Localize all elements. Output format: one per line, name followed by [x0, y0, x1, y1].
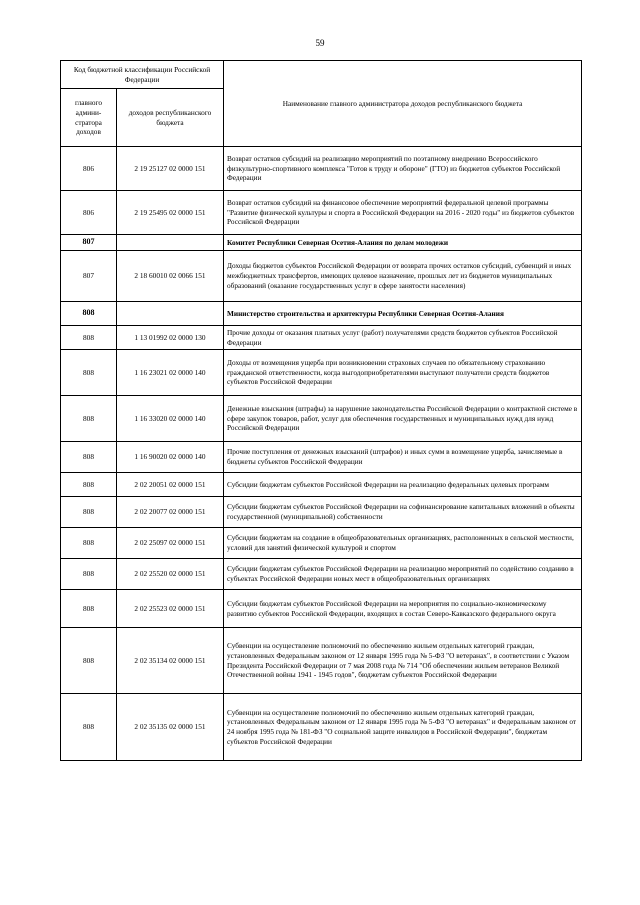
table-row — [61, 473, 582, 497]
table-row — [61, 396, 582, 442]
section-row — [61, 302, 582, 326]
admin-code-cell: 808 — [61, 628, 117, 694]
revenue-name-cell: Возврат остатков субсидий на финансовое обеспечение мероприятий федеральной целевой программы "Развитие физической культуры и спорта в Российской Федерации на 2016 - 2020 годы" из бюджетов субъектов Российской Федерации — [224, 191, 582, 235]
admin-code-cell: 807 — [61, 235, 117, 251]
admin-code-cell: 808 — [61, 302, 117, 326]
admin-code-cell: 808 — [61, 442, 117, 473]
name-column-header: Наименование главного администратора доходов республиканского бюджета — [224, 61, 582, 147]
revenue-admin-table — [60, 60, 582, 761]
revenue-code-cell: 2 02 20051 02 0000 151 — [117, 473, 224, 497]
revenue-code-cell: 1 16 23021 02 0000 140 — [117, 350, 224, 396]
revenue-code-cell: 2 19 25127 02 0000 151 — [117, 147, 224, 191]
admin-code-cell: 807 — [61, 251, 117, 302]
table-row — [61, 628, 582, 694]
revenue-name-cell: Субсидии бюджетам субъектов Российской Федерации на софинансирование капитальных вложений в объекты государственной (муниципальной) собственности — [224, 497, 582, 528]
table-row — [61, 350, 582, 396]
revenue-name-cell: Доходы от возмещения ущерба при возникновении страховых случаев по обязательному страхованию гражданской ответственности, когда выгодоприобретателями выступают получатели средств бюджетов субъектов Российской Федерации — [224, 350, 582, 396]
table-row — [61, 251, 582, 302]
revenue-code-cell: 1 13 01992 02 0000 130 — [117, 326, 224, 350]
revenue-name-cell: Субсидии бюджетам на создание в общеобразовательных организациях, расположенных в сельской местности, условий для занятий физической культурой и спортом — [224, 528, 582, 559]
revenue-name-cell: Денежные взыскания (штрафы) за нарушение законодательства Российской Федерации о контрактной системе в сфере закупок товаров, работ, услуг для обеспечения государственных и муниципальных нужд для нужд Российской Федерации — [224, 396, 582, 442]
table-row — [61, 528, 582, 559]
revenue-code-cell: 2 02 35134 02 0000 151 — [117, 628, 224, 694]
revenue-code-cell — [117, 302, 224, 326]
revenue-name-cell: Прочие доходы от оказания платных услуг (работ) получателями средств бюджетов субъектов Российской Федерации — [224, 326, 582, 350]
table-row — [61, 590, 582, 628]
page-number: 59 — [315, 38, 325, 48]
table-row — [61, 497, 582, 528]
admin-code-cell: 808 — [61, 473, 117, 497]
revenue-name-cell: Субвенции на осуществление полномочий по обеспечению жильем отдельных категорий граждан, установленных Федеральным законом от 12 января 1995 года № 5-ФЗ "О ветеранах", в соответствии с Указом Президента Российской Федерации от 7 мая 2008 года № 714 "Об обеспечении жильем ветеранов Великой Отечественной войны 1941 - 1945 годов", бюджетам субъектов Российской Федерации — [224, 628, 582, 694]
revenue-column-header: доходов республиканского бюджета — [117, 89, 224, 147]
admin-code-cell: 808 — [61, 497, 117, 528]
revenue-name-cell: Субсидии бюджетам субъектов Российской Федерации на реализацию федеральных целевых программ — [224, 473, 582, 497]
revenue-name-cell: Доходы бюджетов субъектов Российской Федерации от возврата прочих остатков субсидий, субвенций и иных межбюджетных трансфертов, имеющих целевое назначение, прошлых лет из бюджетов муниципальных образований (оказание государственных услуг в сфере занятости населения) — [224, 251, 582, 302]
admin-code-cell: 808 — [61, 350, 117, 396]
revenue-code-cell: 1 16 33020 02 0000 140 — [117, 396, 224, 442]
revenue-code-cell: 2 02 25520 02 0000 151 — [117, 559, 224, 590]
admin-code-cell: 808 — [61, 559, 117, 590]
revenue-code-cell — [117, 235, 224, 251]
admin-code-cell: 808 — [61, 590, 117, 628]
revenue-name-cell: Возврат остатков субсидий на реализацию мероприятий по поэтапному внедрению Всероссийского физкультурно-спортивного комплекса "Готов к труду и обороне" (ГТО) из бюджетов субъектов Российской Федерации — [224, 147, 582, 191]
revenue-name-cell: Субсидии бюджетам субъектов Российской Федерации на реализацию мероприятий по содействию созданию в субъектах Российской Федерации новых мест в общеобразовательных организациях — [224, 559, 582, 590]
admin-code-cell: 808 — [61, 694, 117, 761]
admin-code-cell: 808 — [61, 528, 117, 559]
revenue-name-cell: Министерство строительства и архитектуры Республики Северная Осетия-Алания — [224, 302, 582, 326]
revenue-code-cell: 2 02 20077 02 0000 151 — [117, 497, 224, 528]
revenue-name-cell: Субвенции на осуществление полномочий по обеспечению жильем отдельных категорий граждан, установленных Федеральным законом от 12 января 1995 года № 5-ФЗ "О ветеранах" и Федеральным законом от 24 ноября 1995 года № 181-ФЗ "О социальной защите инвалидов в Российской Федерации", бюджетам субъектов Российской Федерации — [224, 694, 582, 761]
table-row — [61, 326, 582, 350]
revenue-code-cell: 2 02 25523 02 0000 151 — [117, 590, 224, 628]
revenue-code-cell: 2 02 35135 02 0000 151 — [117, 694, 224, 761]
admin-code-cell: 808 — [61, 396, 117, 442]
table-row — [61, 191, 582, 235]
table-body — [61, 147, 582, 761]
bk-code-header: Код бюджетной классификации Российской Федерации — [61, 61, 224, 89]
revenue-code-cell: 2 19 25495 02 0000 151 — [117, 191, 224, 235]
table-row — [61, 147, 582, 191]
revenue-name-cell: Комитет Республики Северная Осетия-Алания по делам молодежи — [224, 235, 582, 251]
revenue-name-cell: Субсидии бюджетам субъектов Российской Федерации на мероприятия по социально-экономическому развитию субъектов Российской Федерации, входящих в состав Северо-Кавказского федерального округа — [224, 590, 582, 628]
table-row — [61, 442, 582, 473]
admin-column-header: главного админи-стратора доходов — [61, 89, 117, 147]
admin-code-cell: 806 — [61, 147, 117, 191]
revenue-code-cell: 2 18 60010 02 0066 151 — [117, 251, 224, 302]
revenue-name-cell: Прочие поступления от денежных взысканий (штрафов) и иных сумм в возмещение ущерба, зачисляемые в бюджеты субъектов Российской Федерации — [224, 442, 582, 473]
section-row — [61, 235, 582, 251]
admin-code-cell: 806 — [61, 191, 117, 235]
table-row — [61, 694, 582, 761]
revenue-code-cell: 1 16 90020 02 0000 140 — [117, 442, 224, 473]
revenue-code-cell: 2 02 25097 02 0000 151 — [117, 528, 224, 559]
table-row — [61, 559, 582, 590]
admin-code-cell: 808 — [61, 326, 117, 350]
